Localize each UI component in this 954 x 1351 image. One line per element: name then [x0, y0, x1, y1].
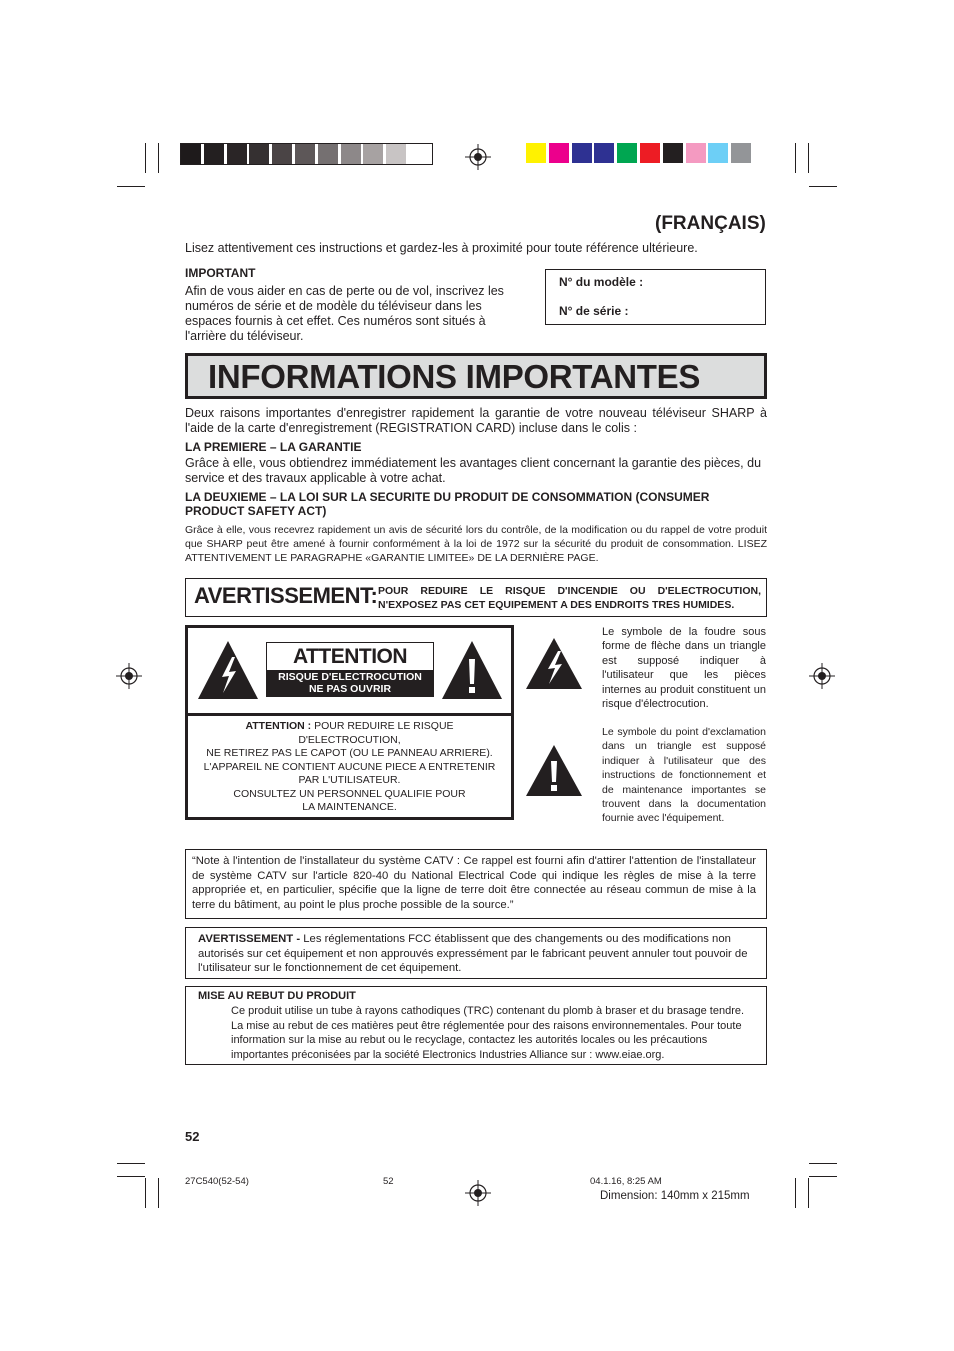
registration-mark-icon [465, 1180, 491, 1206]
important-text: Afin de vous aider en cas de perte ou de vol, inscrivez les numéros de série et de modèle du téléviseur dans les espaces fournis à cet effet. Ces numéros sont situés à l'arrière du téléviseur. [185, 284, 504, 343]
attention-black-band [267, 670, 433, 696]
color-swatch [249, 144, 269, 164]
color-swatch [227, 144, 247, 164]
disposal-box [185, 986, 767, 1065]
crop-mark [809, 1176, 837, 1177]
attention-text [188, 720, 511, 815]
lightning-symbol-text: Le symbole de la foudre sous forme de flèche dans un triangle est supposé indiquer à l'utilisateur que les pièces internes au produit constituent un risque d'électrocution. [602, 626, 766, 711]
attention-label-line: RISQUE D'ELECTROCUTION [278, 671, 422, 683]
fcc-warning-text: Les réglementations FCC établissent que des changements ou des modifications non autorisés sur cet équipement et non approuvés expressément par le fabricant peuvent annuler tout pouvoir de l'utilisateur sur le fonctionnement de cet équipement. [198, 933, 748, 974]
attention-line: NE RETIREZ PAS LE CAPOT (OU LE PANNEAU ARRIERE). [206, 747, 493, 759]
model-serial-box [545, 269, 766, 325]
attention-word: ATTENTION [292, 645, 408, 668]
footer-timestamp: 04.1.16, 8:25 AM [590, 1176, 662, 1187]
attention-line: L'APPAREIL NE CONTIENT AUCUNE PIECE A ENTRETENIR [203, 760, 496, 773]
page-title: INFORMATIONS IMPORTANTES [208, 358, 701, 395]
color-swatch [409, 144, 429, 164]
color-swatch [708, 143, 728, 163]
color-swatch [686, 143, 706, 163]
registration-mark-icon [465, 144, 491, 170]
gray-scale-bar [180, 143, 433, 165]
language-heading: (FRANÇAIS) [655, 213, 766, 234]
crop-mark [158, 1178, 159, 1208]
crop-mark [795, 143, 796, 173]
attention-label-line: NE PAS OUVRIR [308, 683, 392, 695]
exclamation-warning-icon [440, 639, 504, 701]
catv-note-box [185, 849, 767, 919]
attention-panel [185, 625, 514, 820]
attention-label [266, 642, 434, 697]
footer-dimension: Dimension: 140mm x 215mm [600, 1190, 750, 1202]
fcc-warning-bold: AVERTISSEMENT - [198, 933, 301, 945]
page-number: 52 [185, 1129, 200, 1144]
crop-mark [158, 143, 159, 173]
crop-mark [809, 1163, 837, 1164]
warning-box [185, 578, 767, 617]
color-swatch [663, 143, 683, 163]
color-swatch [594, 143, 614, 163]
title-banner [185, 353, 767, 399]
crop-mark [145, 1178, 146, 1208]
footer-page: 52 [383, 1176, 394, 1187]
crop-mark [795, 1178, 796, 1208]
attention-line: CONSULTEZ UN PERSONNEL QUALIFIE POUR [233, 787, 466, 800]
reasons-intro: Deux raisons importantes d'enregistrer rapidement la garantie de votre nouveau téléviseur SHARP à l'aide de la carte d'enregistrement (REGISTRATION CARD) incluse dans le colis : [185, 406, 767, 435]
crop-mark [809, 186, 837, 187]
model-number-label: N° du modèle : [559, 275, 644, 289]
attention-line: POUR REDUIRE LE RISQUE [314, 720, 454, 732]
warning-text: POUR REDUIRE LE RISQUE D'INCENDIE OU D'ELECTROCUTION, N'EXPOSEZ PAS CET EQUIPEMENT A DES ENDROITS TRES HUMIDES. [378, 585, 761, 611]
color-swatch [731, 143, 751, 163]
color-swatch [640, 143, 660, 163]
color-swatch [295, 144, 315, 164]
color-swatch [526, 143, 546, 163]
color-swatch [617, 143, 637, 163]
registration-mark-icon [809, 663, 835, 689]
crop-mark [117, 1163, 145, 1164]
second-reason-heading: LA DEUXIEME – LA LOI SUR LA SECURITE DU PRODUIT DE CONSOMMATION (CONSUMER PRODUCT SAFETY ACT) [185, 490, 710, 518]
color-swatch [386, 144, 406, 164]
color-swatch [318, 144, 338, 164]
footer-file: 27C540(52-54) [185, 1176, 249, 1187]
crop-mark [808, 143, 809, 173]
serial-number-label: N° de série : [559, 304, 629, 318]
color-swatch [549, 143, 569, 163]
first-reason-text: Grâce à elle, vous obtiendrez immédiatement les avantages client concernant la garantie des pièces, du service et des travaux applicable à votre achat. [185, 456, 762, 485]
color-swatch [341, 144, 361, 164]
attention-line: D'ELECTROCUTION, [298, 733, 401, 746]
color-swatch [272, 144, 292, 164]
color-swatch [181, 144, 201, 164]
important-heading: IMPORTANT [185, 266, 256, 280]
second-reason-text: Grâce à elle, vous recevrez rapidement un avis de sécurité lors du contrôle, de la modification ou du rappel de votre produit que SHARP peut être amené à fournir conformément à la loi de 1972 sur la sécurité du produit de consommation. LISEZ ATTENTIVEMENT LE PARAGRAPHE «GARANTIE LIMITEE» DE LA DERNIÈRE PAGE. [185, 524, 767, 564]
crop-mark [145, 143, 146, 173]
intro-text: Lisez attentivement ces instructions et gardez-les à proximité pour toute référence ultérieure. [185, 241, 698, 255]
attention-header [188, 628, 511, 716]
color-swatch [572, 143, 592, 163]
attention-line: LA MAINTENANCE. [302, 801, 397, 813]
disposal-text: Ce produit utilise un tube à rayons cathodiques (TRC) contenant du plomb à braser et du brasage tendre. La mise au rebut de ces matières peut être réglementée pour des raisons environnementales. Pour toute information sur la mise au rebut ou le recyclage, contactez les autorités locales ou les précautions importantes préconisées par la société Electronics Industries Alliance sur : www.eiae.org. [231, 1005, 745, 1061]
warning-title: AVERTISSEMENT: [194, 583, 378, 608]
lightning-symbol-icon [524, 637, 584, 691]
registration-mark-icon [116, 663, 142, 689]
attention-bold: ATTENTION : [245, 720, 312, 732]
fcc-warning [198, 932, 756, 976]
first-reason-heading: LA PREMIERE – LA GARANTIE [185, 440, 362, 454]
fcc-warning-box [185, 927, 767, 979]
catv-note-text: “Note à l'intention de l'installateur du système CATV : Ce rappel est fourni afin d'attirer l'attention de l'installateur de système CATV sur l'article 820-40 du National Electrical Code qui indique les règles de mise à la terre appropriée et, en particulier, spécifie que la ligne de terre doit être connectée au réseau commun de mise à la terre du bâtiment, au point le plus proche possible de la source.” [192, 855, 756, 911]
crop-mark [808, 1178, 809, 1208]
crop-mark [117, 1176, 145, 1177]
color-swatch [363, 144, 383, 164]
color-calibration-bar [526, 143, 754, 163]
disposal-heading: MISE AU REBUT DU PRODUIT [198, 990, 356, 1002]
crop-mark [117, 186, 145, 187]
lightning-warning-icon [196, 639, 260, 701]
attention-line: PAR L'UTILISATEUR. [298, 774, 401, 786]
exclamation-symbol-icon [524, 744, 584, 798]
exclamation-symbol-text: Le symbole du point d'exclamation dans un triangle est supposé indiquer à l'utilisateur que des instructions de fonctionnement et de maintenance importantes se trouvent dans la documentation fournie avec l'équipement. [602, 726, 766, 825]
color-swatch [204, 144, 224, 164]
